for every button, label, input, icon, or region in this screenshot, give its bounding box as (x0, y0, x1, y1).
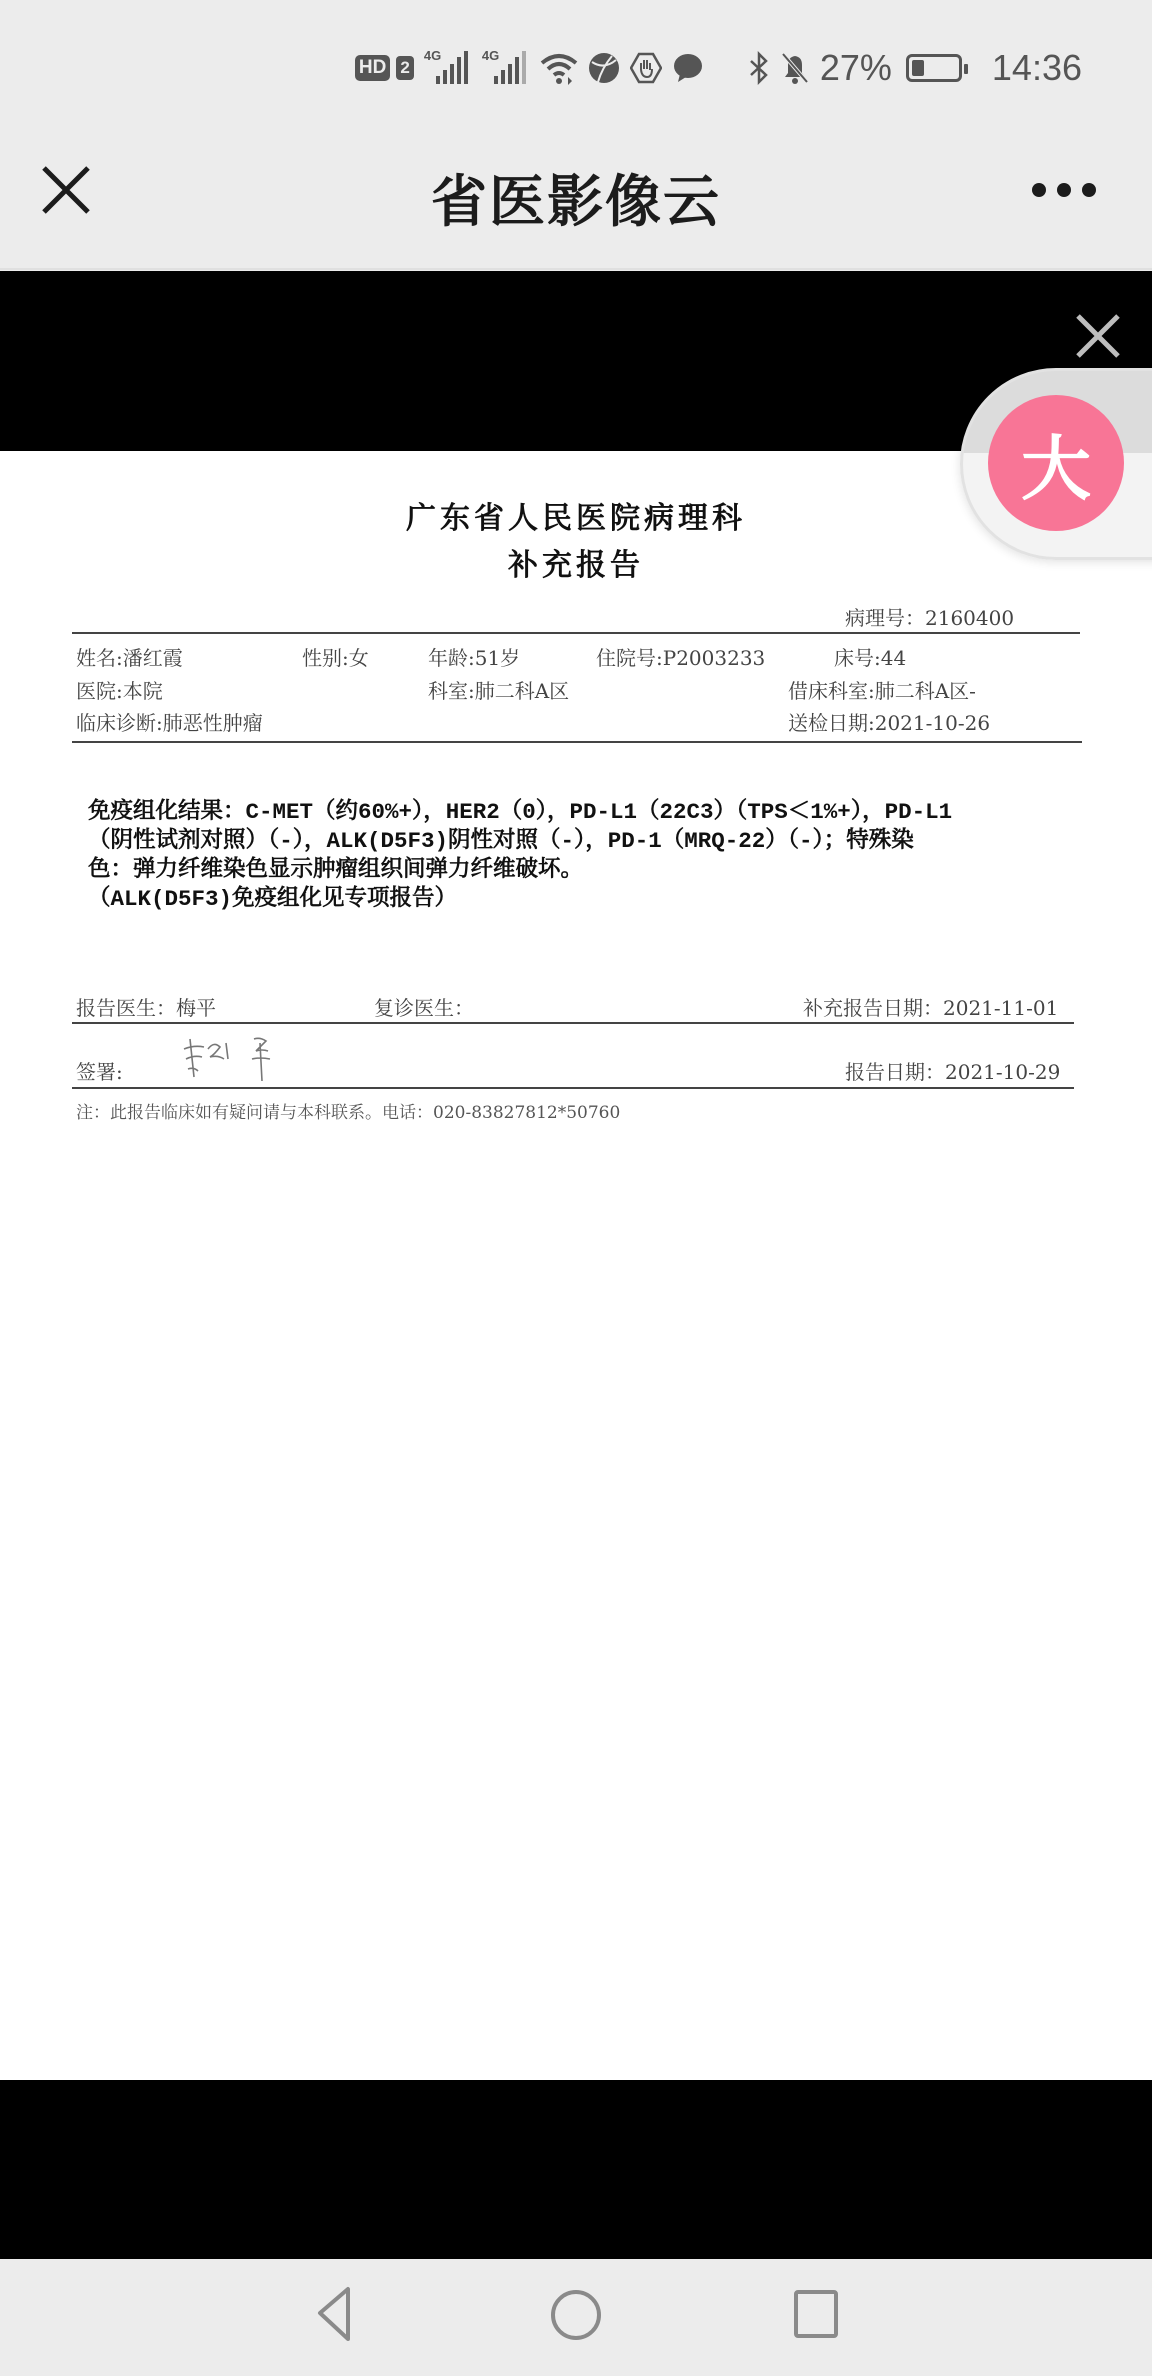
borrowed-bed-department: 借床科室:肺二科A区- (788, 679, 976, 703)
more-icon (1032, 183, 1046, 197)
chat-bubble-icon (672, 52, 704, 84)
ihc-results (88, 798, 1028, 914)
network-type-label: 4G (481, 48, 500, 63)
more-button[interactable] (1032, 178, 1096, 202)
report-document (0, 451, 1152, 2080)
pathology-number: 病理号：2160400 (845, 606, 1015, 630)
system-nav-bar (0, 2259, 1152, 2376)
patient-sex: 性别:女 (302, 646, 369, 670)
supplement-report-date: 补充报告日期：2021-11-01 (803, 996, 1059, 1020)
back-icon (306, 2285, 366, 2345)
divider (72, 632, 1080, 634)
hd-icon: HD (355, 55, 390, 81)
review-doctor: 复诊医生： (374, 996, 474, 1020)
report-date: 报告日期：2021-10-29 (845, 1060, 1061, 1084)
battery-percent: 27% (819, 47, 892, 88)
signature-image (180, 1029, 290, 1085)
divider (72, 1022, 1074, 1024)
recents-button[interactable] (786, 2285, 846, 2345)
browser-icon (588, 52, 620, 84)
divider (72, 1087, 1074, 1089)
result-line: （ALK(D5F3)免疫组化见专项报告） (88, 886, 458, 912)
hospital-title: 广东省人民医院病理科 (406, 501, 746, 536)
clock: 14:36 (991, 47, 1082, 88)
report-doctor: 报告医生：梅平 (76, 996, 216, 1020)
home-icon (546, 2285, 606, 2345)
status-icons (355, 44, 1082, 92)
patient-hospital: 医院:本院 (76, 679, 163, 703)
app-bar (0, 120, 1152, 270)
sim2-icon: 2 (396, 56, 413, 80)
battery-icon (906, 54, 962, 82)
admission-number: 住院号:P2003233 (596, 646, 766, 670)
bell-muted-icon (780, 51, 810, 85)
contact-note: 注：此报告临床如有疑问请与本科联系。电话：020-83827812*50760 (76, 1103, 621, 1123)
result-line: 色：弹力纤维染色显示肿瘤组织间弹力纤维破坏。 (88, 857, 584, 883)
viewer-bottom-band (0, 2080, 1152, 2259)
patient-age: 年龄:51岁 (428, 646, 521, 670)
clinical-diagnosis: 临床诊断:肺恶性肿瘤 (76, 711, 263, 735)
signal-4g-icon (424, 48, 472, 88)
result-line: （阴性试剂对照）（-），ALK(D5F3)阴性对照（-），PD-1（MRQ-22）（-）；特殊染 (88, 828, 914, 854)
submission-date-text: 送检日期:2021-10-26 (788, 711, 991, 735)
recents-icon (786, 2285, 846, 2345)
wifi-icon (540, 51, 578, 85)
close-icon (1074, 312, 1122, 360)
signal-4g-icon (482, 48, 530, 88)
report-title: 补充报告 (508, 548, 644, 583)
app-title: 省医影像云 (431, 170, 721, 235)
home-button[interactable] (546, 2285, 606, 2345)
bluetooth-icon (748, 51, 770, 85)
network-type-label: 4G (423, 48, 442, 63)
float-button-label: 大 (1021, 427, 1091, 510)
status-bar (0, 0, 1152, 120)
signature-label: 签署: (76, 1060, 123, 1084)
hand-block-icon (630, 52, 662, 84)
font-size-float-button[interactable] (988, 395, 1124, 531)
bed-number: 床号:44 (834, 646, 907, 670)
patient-department: 科室:肺二科A区 (428, 679, 570, 703)
patient-name: 姓名:潘红霞 (76, 646, 183, 670)
result-line: 免疫组化结果：C-MET（约60%+），HER2（0），PD-L1（22C3）（TPS＜1%+），PD-L1 (88, 799, 953, 825)
back-button[interactable] (306, 2285, 366, 2345)
divider (72, 741, 1082, 743)
viewer-close-button[interactable] (1074, 312, 1122, 360)
